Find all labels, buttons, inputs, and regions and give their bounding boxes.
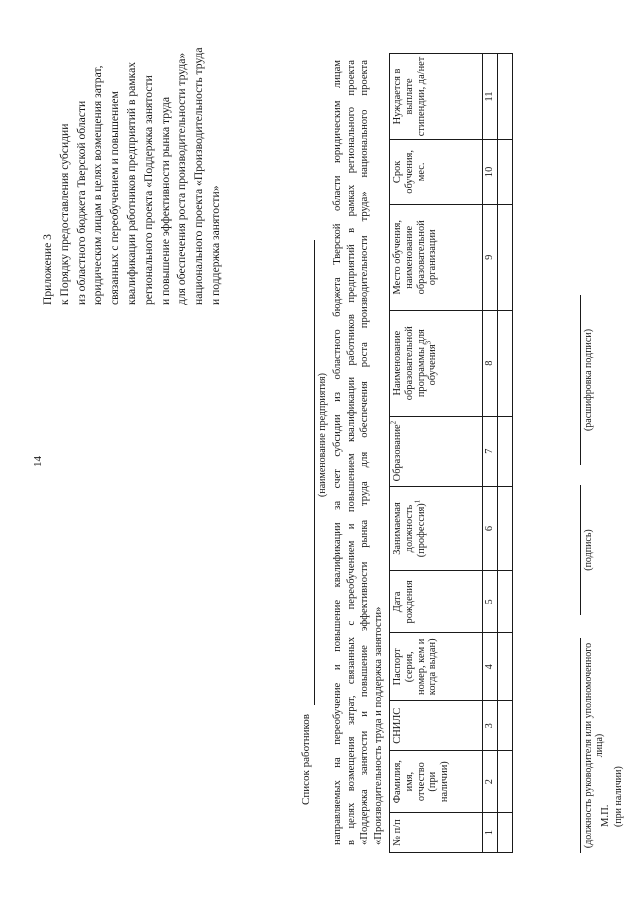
appendix-line: к Порядку предоставления субсидии [57, 123, 71, 305]
signature-caption: (подпись) [583, 529, 594, 571]
table-cell [498, 54, 513, 140]
seal-note: (при наличии) [613, 766, 624, 827]
column-number-cell: 6 [483, 486, 498, 571]
table-cell [498, 813, 513, 853]
column-number-row [483, 54, 498, 853]
appendix-line: национального проекта «Производительность труда [192, 47, 206, 305]
column-header: Наименование образовательной программы для обучения$^3$ [390, 310, 483, 416]
appendix-line: из областного бюджета Тверской области [74, 100, 88, 305]
column-header: Паспорт (серия, номер, кем и когда выдан) [390, 633, 483, 701]
column-number-cell: 2 [483, 751, 498, 813]
table-cell [498, 486, 513, 571]
column-number-cell: 1 [483, 813, 498, 853]
appendix-line: связанных с переобучением и повышением [108, 91, 122, 305]
decode-line [580, 295, 581, 465]
intro-line: в целях возмещения затрат, связанных с переобучением и повышением квалификации работников предприятий в рамках регионального проекта [345, 60, 357, 845]
column-number-cell: 3 [483, 701, 498, 751]
position-line [580, 638, 581, 853]
column-header: Фамилия, имя, отчество (при наличии) [390, 751, 483, 813]
column-number-cell: 11 [483, 54, 498, 140]
column-header: СНИЛС [390, 701, 483, 751]
appendix-line: для обеспечения роста производительности труда» [175, 52, 189, 305]
table-cell [498, 633, 513, 701]
organization-name-line [314, 240, 315, 705]
column-number-cell: 5 [483, 571, 498, 633]
column-header: Занимаемая должность (профессия)$^1$ [390, 486, 483, 571]
organization-caption: (наименование предприятия) [317, 373, 328, 497]
document-title: Список работников [300, 714, 312, 805]
workers-table [389, 53, 513, 853]
column-number-cell: 9 [483, 204, 498, 310]
appendix-line: и поддержка занятости» [208, 185, 222, 305]
appendix-line: и повышение эффективности рынка труда [158, 97, 172, 305]
column-header: Дата рождения [390, 571, 483, 633]
intro-line: направляемых на переобучение и повышение квалификации за счет субсидии из областного бюджета Тверской области юридическим лицам [332, 60, 343, 845]
signature-line [580, 485, 581, 615]
column-header: № п/п [390, 813, 483, 853]
column-header: Срок обучения, мес. [390, 139, 483, 204]
table-cell [498, 310, 513, 416]
seal-label: М.П. [600, 804, 611, 827]
table-row [498, 54, 513, 853]
table-cell [498, 416, 513, 486]
table-cell [498, 701, 513, 751]
column-number-cell: 10 [483, 139, 498, 204]
table-cell [498, 204, 513, 310]
intro-line: «Производительность труда и поддержка занятости» [372, 606, 384, 845]
column-header: Образование$^2$ [390, 416, 483, 486]
appendix-line: Приложение 3 [41, 234, 54, 305]
page-number: 14 [32, 456, 44, 467]
column-header: Место обучения, наименование образовательной организации [390, 204, 483, 310]
intro-paragraph [331, 60, 385, 845]
table-cell [498, 571, 513, 633]
table-cell [498, 139, 513, 204]
decode-caption: (расшифровка подписи) [583, 328, 594, 432]
column-number-cell: 7 [483, 416, 498, 486]
footnote-mark: 2 [389, 420, 398, 425]
column-number-cell: 8 [483, 310, 498, 416]
position-caption: (должность руководителя или уполномоченного лица) [583, 642, 605, 849]
appendix-block [40, 5, 225, 305]
appendix-line: юридическим лицам в целях возмещения затрат, [91, 65, 105, 305]
table-header-row [390, 54, 483, 853]
column-header: Нуждается в выплате стипендии, да/нет [390, 54, 483, 140]
intro-line: «Поддержка занятости и повышение эффективности рынка труда для обеспечения роста производительности труда» национального проекта [359, 60, 371, 845]
footnote-mark: 3 [424, 340, 433, 345]
table-cell [498, 751, 513, 813]
column-number-cell: 4 [483, 633, 498, 701]
footnote-mark: 1 [413, 499, 422, 504]
appendix-line: регионального проекта «Поддержка занятости [141, 75, 155, 305]
appendix-line: квалификации работников предприятий в рамках [124, 61, 138, 305]
